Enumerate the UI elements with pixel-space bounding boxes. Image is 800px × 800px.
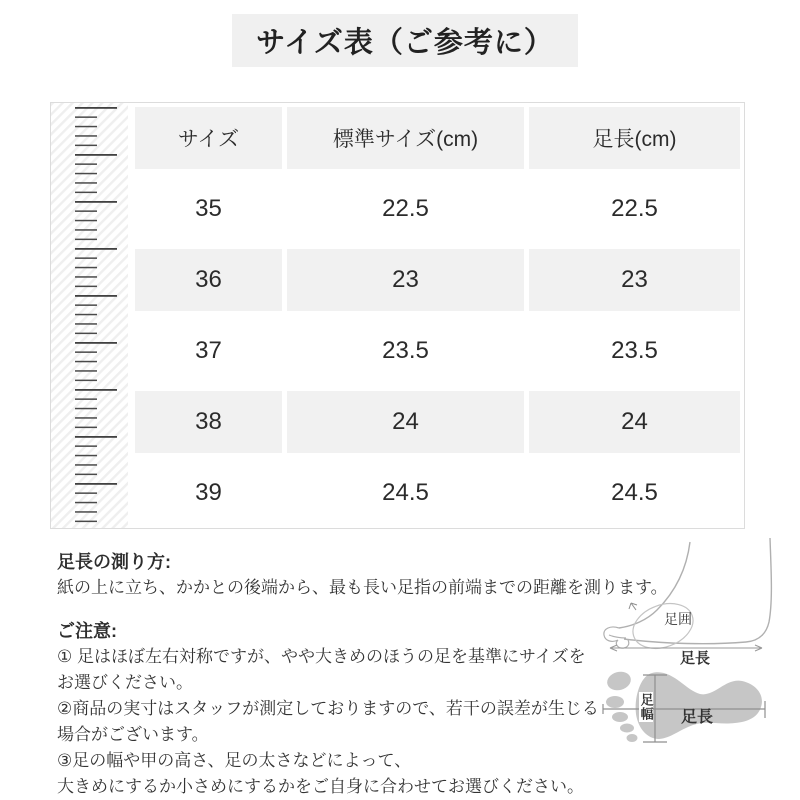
ruler-graphic	[51, 103, 128, 528]
foot-heel-line	[746, 538, 771, 642]
cell-standard: 24.5	[287, 462, 524, 524]
cell-foot-length: 23.5	[529, 320, 740, 382]
note-line: 大きめにするか小さめにするかをご自身に合わせてお選びください。	[57, 777, 584, 796]
notes-heading: ご注意:	[57, 621, 117, 641]
toe-print	[612, 712, 628, 722]
size-table	[50, 102, 745, 529]
cell-size: 37	[135, 320, 282, 382]
side-girth-label: 足囲	[664, 611, 692, 627]
cell-size: 36	[135, 249, 282, 311]
note-line: ③足の幅や甲の高さ、足の太さなどによって、	[57, 751, 412, 770]
toe-print	[620, 724, 634, 733]
col-header-foot-length: 足長(cm)	[529, 107, 740, 169]
cell-size: 35	[135, 178, 282, 240]
measure-guide-body: 紙の上に立ち、かかとの後端から、最も長い足指の前端までの距離を測ります。	[57, 578, 668, 597]
instructions-block	[57, 550, 668, 800]
page-title-box	[232, 14, 578, 67]
cell-foot-length: 22.5	[529, 178, 740, 240]
cell-size: 38	[135, 391, 282, 453]
cell-standard: 24	[287, 391, 524, 453]
page-title: サイズ表（ご参考に）	[256, 27, 554, 59]
cell-standard: 23.5	[287, 320, 524, 382]
girth-arrow	[629, 603, 637, 610]
cell-foot-length: 23	[529, 249, 740, 311]
col-header-size: サイズ	[135, 107, 282, 169]
toe-print	[606, 696, 624, 708]
col-header-standard: 標準サイズ(cm)	[287, 107, 524, 169]
note-line: ②商品の実寸はスタッフが測定しておりますので、若干の誤差が生じる	[57, 699, 599, 718]
foot-sole-line	[624, 639, 746, 644]
cell-foot-length: 24.5	[529, 462, 740, 524]
cell-standard: 23	[287, 249, 524, 311]
cell-size: 39	[135, 462, 282, 524]
side-length-label: 足長	[680, 650, 711, 667]
size-grid	[128, 103, 744, 528]
measure-guide-heading: 足長の測り方:	[57, 552, 171, 572]
note-line: ① 足はほぼ左右対称ですが、やや大きめのほうの足を基準にサイズを	[57, 647, 586, 666]
cell-foot-length: 24	[529, 391, 740, 453]
cell-standard: 22.5	[287, 178, 524, 240]
note-line: 場合がございます。	[57, 725, 209, 744]
footprint-length-label: 足長	[681, 709, 714, 726]
footprint-width-label: 足幅	[638, 693, 654, 721]
toe-print	[627, 734, 638, 742]
note-line: お選びください。	[57, 673, 193, 692]
toe-print	[605, 669, 633, 693]
